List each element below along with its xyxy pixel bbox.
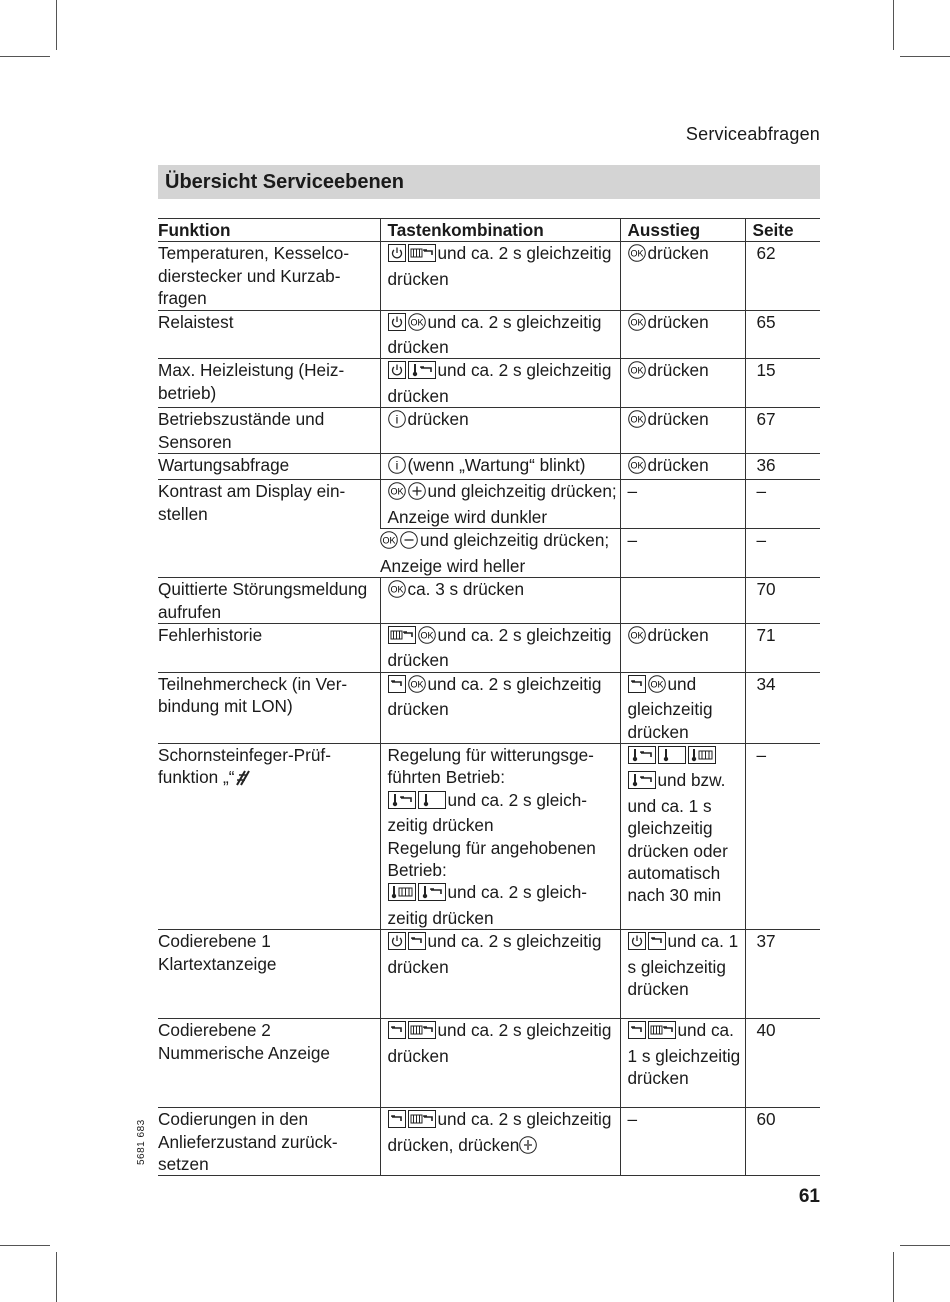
plus-key-icon: [408, 482, 426, 505]
cell-combo: [380, 310, 620, 359]
svg-text:OK: OK: [629, 630, 644, 641]
tap-key-icon: [388, 675, 406, 698]
cell-seite: 70: [745, 578, 820, 624]
power-key-icon: [388, 313, 406, 336]
svg-text:OK: OK: [649, 679, 664, 690]
combo-text: und ca. 2 s gleichzeitig drücken, drücken: [387, 1109, 612, 1155]
combo-text: und ca. 2 s gleichzeitig drücken: [387, 311, 602, 358]
ok-key-icon: [628, 456, 646, 479]
table-row: [158, 743, 820, 929]
running-header: Serviceabfragen: [685, 124, 820, 144]
power-key-icon: [388, 932, 406, 955]
page-title: Übersicht Serviceebenen: [165, 171, 404, 193]
combo-text: und ca. 2 s gleichzeitig drücken: [387, 789, 587, 836]
cell-exit: –: [620, 480, 745, 529]
table-row: [158, 1019, 820, 1108]
thermometer-radiator-key-icon: [688, 746, 716, 769]
cell-combo: [380, 930, 620, 1019]
ok-key-icon: [628, 244, 646, 267]
exit-text: drücken: [647, 243, 709, 264]
crop-mark: [900, 56, 950, 57]
exit-text: und ca. 1 s gleichzeitig drücken: [627, 931, 739, 999]
cell-combo: [380, 359, 620, 408]
table-row: [158, 359, 820, 408]
svg-text:OK: OK: [409, 317, 424, 328]
cell-funktion: Wartungsabfrage: [158, 454, 380, 480]
thermometer-moon-key-icon: [658, 746, 686, 769]
cell-funktion: Fehlerhistorie: [158, 623, 380, 672]
ok-key-icon: [388, 482, 406, 505]
col-header: Ausstieg: [620, 219, 745, 242]
cell-exit: [620, 310, 745, 359]
cell-funktion: Betriebszustände und Sensoren: [158, 408, 380, 454]
combo-text: und gleichzeitig drücken; Anzeige wird heller: [380, 530, 610, 576]
cell-funktion: Kontrast am Display einstellen: [158, 480, 380, 578]
radiator-tap-key-icon: [408, 1021, 436, 1044]
cell-exit: [620, 623, 745, 672]
combo-text: und ca. 2 s gleichzeitig drücken: [387, 1020, 612, 1066]
combo-text: und ca. 2 s gleichzeitig drücken: [387, 360, 612, 406]
cell-combo: [380, 578, 620, 624]
combo-text: und ca. 2 s gleichzeitig drücken: [387, 882, 587, 928]
cell-funktion: Codierebene 1 Klartextanzeige: [158, 930, 380, 1019]
ok-key-icon: [388, 580, 406, 603]
svg-text:OK: OK: [382, 535, 396, 546]
combo-line: [388, 789, 620, 837]
cell-combo: [380, 1108, 620, 1176]
combo-line: [388, 881, 620, 929]
cell-exit: [620, 930, 745, 1019]
cell-combo: [380, 623, 620, 672]
cell-seite: –: [745, 529, 820, 578]
service-table: [158, 218, 820, 1176]
thermometer-tap-key-icon: [418, 883, 446, 906]
combo-text: Regelung für angehobenen Betrieb:: [387, 837, 596, 880]
col-header: Tastenkombination: [380, 219, 620, 242]
table-row: [158, 310, 820, 359]
thermometer-tap-key-icon: [628, 771, 656, 794]
cell-seite: –: [745, 480, 820, 529]
thermometer-tap-key-icon: [628, 746, 656, 769]
reset-key-icon: [519, 1136, 537, 1159]
table-row: [158, 672, 820, 743]
svg-text:OK: OK: [389, 486, 404, 497]
tap-key-icon: [648, 932, 666, 955]
crop-mark: [56, 1252, 57, 1302]
radiator-tap-key-icon: [408, 1110, 436, 1133]
exit-text: drücken: [647, 455, 709, 476]
exit-text: drücken: [647, 409, 709, 430]
combo-text: Regelung für witterungsgeführten Betrieb:: [387, 744, 594, 788]
combo-text: und ca. 2 s gleichzeitig drücken: [387, 673, 602, 720]
cell-funktion: [158, 743, 380, 929]
cell-seite: 34: [745, 672, 820, 743]
combo-text: (wenn „Wartung“ blinkt): [407, 455, 586, 476]
info-key-icon: [388, 456, 406, 479]
cell-funktion: Codierebene 2 Nummerische Anzeige: [158, 1019, 380, 1108]
svg-text:OK: OK: [389, 584, 404, 595]
cell-combo: [380, 408, 620, 454]
combo-text: und ca. 2 s gleichzeitig drücken: [387, 624, 612, 671]
ok-key-icon: [408, 675, 426, 698]
thermometer-tap-key-icon: [408, 361, 436, 384]
tap-key-icon: [388, 1110, 406, 1133]
svg-text:OK: OK: [629, 248, 644, 259]
crop-mark: [893, 1252, 894, 1302]
cell-exit: [620, 672, 745, 743]
crop-mark: [0, 1245, 50, 1246]
cell-funktion: Teilnehmercheck (in Verbindung mit LON): [158, 672, 380, 743]
svg-text:i: i: [395, 458, 398, 473]
cell-combo: [380, 743, 620, 929]
cell-seite: 15: [745, 359, 820, 408]
table-row: [158, 408, 820, 454]
ok-key-icon: [628, 313, 646, 336]
cell-exit: [620, 408, 745, 454]
tap-key-icon: [388, 1021, 406, 1044]
cell-combo: [380, 1019, 620, 1108]
crop-mark: [0, 56, 50, 57]
cell-seite: 36: [745, 454, 820, 480]
col-header: Funktion: [158, 219, 380, 242]
cell-combo: [380, 672, 620, 743]
cell-seite: –: [745, 743, 820, 929]
crop-mark: [900, 1245, 950, 1246]
funktion-text: Schornsteinfeger-Prüffunktion „“: [158, 744, 331, 788]
svg-text:OK: OK: [419, 630, 434, 641]
radiator-tap-key-icon: [388, 626, 416, 649]
cell-exit: [620, 359, 745, 408]
tap-key-icon: [408, 932, 426, 955]
svg-text:OK: OK: [629, 365, 644, 376]
cell-funktion: Codierungen in den Anlieferzustand zurücksetzen: [158, 1108, 380, 1176]
exit-text: drücken: [647, 311, 709, 332]
combo-text: und ca. 2 s gleichzeitig drücken: [387, 243, 612, 289]
table-header-row: [158, 219, 820, 242]
thermometer-moon-key-icon: [418, 791, 446, 814]
cell-combo: [380, 242, 620, 310]
col-header: Seite: [745, 219, 820, 242]
combo-text: drücken: [407, 409, 469, 430]
exit-text: drücken: [647, 360, 709, 381]
cell-seite: 67: [745, 408, 820, 454]
table-row: [158, 930, 820, 1019]
cell-seite: 60: [745, 1108, 820, 1176]
info-key-icon: [388, 410, 406, 433]
power-key-icon: [388, 244, 406, 267]
power-key-icon: [628, 932, 646, 955]
exit-text: und ca. 1 s gleichzeitig drücken: [627, 1020, 741, 1088]
cell-funktion: Temperaturen, Kesselcodierstecker und Kurzabfragen: [158, 242, 380, 310]
cell-exit: [620, 743, 745, 929]
power-key-icon: [388, 361, 406, 384]
tap-key-icon: [628, 1021, 646, 1044]
ok-key-icon: [418, 626, 436, 649]
ok-key-icon: [648, 675, 666, 698]
ok-key-icon: [628, 626, 646, 649]
table-row: [158, 578, 820, 624]
cell-seite: 37: [745, 930, 820, 1019]
document-code: 5681 683: [136, 1119, 147, 1165]
cell-exit: –: [620, 1108, 745, 1176]
cell-combo: [380, 480, 620, 529]
cell-exit: –: [620, 529, 745, 578]
crop-mark: [56, 0, 57, 50]
svg-text:OK: OK: [629, 460, 644, 471]
thermometer-radiator-key-icon: [388, 883, 416, 906]
cell-seite: 62: [745, 242, 820, 310]
radiator-tap-key-icon: [648, 1021, 676, 1044]
table-row: [158, 480, 820, 529]
table-row: [158, 1108, 820, 1176]
exit-text: und bzw. und ca. 1 s gleichzeitig drücken oder automatisch nach 30 min: [627, 770, 728, 906]
cell-funktion: Relaistest: [158, 310, 380, 359]
minus-key-icon: [400, 531, 418, 554]
exit-text: und gleichzeitig drücken: [627, 673, 713, 742]
table-row: [158, 454, 820, 480]
ok-key-icon: [628, 410, 646, 433]
svg-text:OK: OK: [629, 317, 644, 328]
section-bar: [158, 165, 820, 199]
cell-exit: [620, 578, 745, 624]
cell-funktion: Quittierte Störungsmeldung aufrufen: [158, 578, 380, 624]
chimney-sweep-icon: [234, 769, 250, 791]
combo-text: ca. 3 s drücken: [407, 579, 525, 600]
combo-text: und gleichzeitig drücken; Anzeige wird dunkler: [387, 481, 617, 527]
table-row: [158, 623, 820, 672]
ok-key-icon: [408, 313, 426, 336]
cell-combo: [380, 454, 620, 480]
thermometer-tap-key-icon: [388, 791, 416, 814]
svg-text:OK: OK: [629, 414, 644, 425]
page-number: 61: [798, 1186, 820, 1207]
cell-combo: [380, 529, 620, 578]
radiator-tap-key-icon: [408, 244, 436, 267]
cell-exit: [620, 1019, 745, 1108]
svg-text:i: i: [395, 412, 398, 427]
cell-funktion: Max. Heizleistung (Heizbetrieb): [158, 359, 380, 408]
tap-key-icon: [628, 675, 646, 698]
cell-seite: 65: [745, 310, 820, 359]
ok-key-icon: [628, 361, 646, 384]
cell-seite: 40: [745, 1019, 820, 1108]
table-row: [158, 242, 820, 310]
svg-text:OK: OK: [409, 679, 424, 690]
ok-key-icon: [380, 531, 398, 554]
cell-exit: [620, 242, 745, 310]
cell-seite: 71: [745, 623, 820, 672]
cell-exit: [620, 454, 745, 480]
crop-mark: [893, 0, 894, 50]
combo-text: und ca. 2 s gleichzeitig drücken: [387, 931, 602, 977]
exit-text: drücken: [647, 624, 709, 645]
